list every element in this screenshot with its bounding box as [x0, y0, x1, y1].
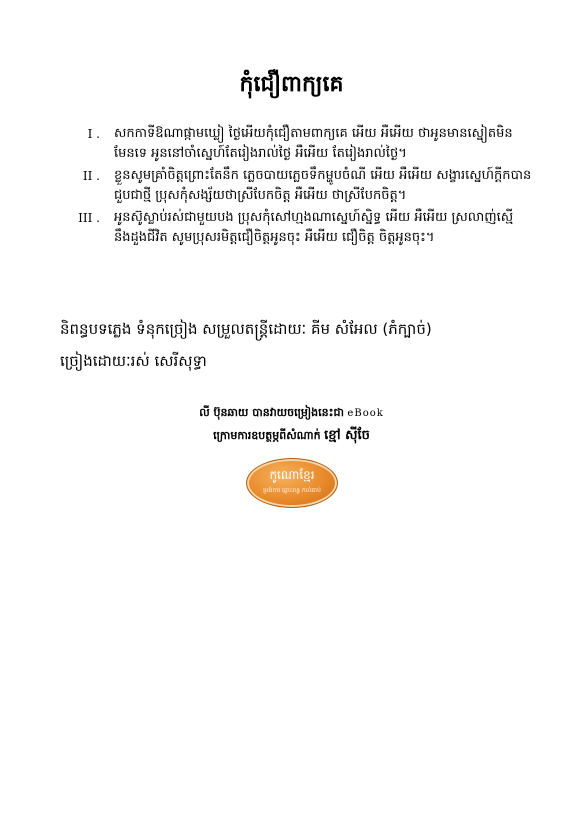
verse-text [114, 208, 540, 248]
singer-credit: ច្រៀងដោយៈរស់ សេរីសុទ្ធា [60, 352, 207, 370]
verse-line: មែនទេ អូននៅចាំស្នេហ៍តែរៀងរាល់ថ្ងៃ អឺអើយ តែរៀងរាល់ថ្ងៃ។ [114, 146, 407, 161]
verse-line: ជួបជាថ្មី ប្រុសកុំសង្ស័យថាស្រីបែកចិត្ត អឺអើយ ថាស្រីបែកចិត្ត។ [114, 188, 407, 203]
song-title: កុំជឿពាក្យគេ [239, 72, 344, 97]
composer-credit: និពន្ធបទភ្លេង ទំនុកច្រៀង សម្រួលតន្ត្រីដោយៈ គីម សំអែល (ភំក្បាច់) [60, 320, 432, 338]
verse-list [60, 124, 540, 250]
verse-line: នឹងដួងជីវិត សូមប្រុសរមិត្តជឿចិត្តអូនចុះ អឺអើយ ជឿចិត្ត ចិត្តអូនចុះ។ [114, 230, 435, 245]
verse-line: អូនស៊ូស្លាប់រស់ជាមួយបង ប្រុសកុំសៅហ្មងណាស្នេហ៍ស្និទ្ធ អើយ អឺអើយ ស្រលាញ់ស្មើ [114, 210, 514, 225]
verse-text [114, 166, 540, 206]
sponsor-name: ខ្មៅ ស៊ីចែ [324, 428, 370, 443]
logo-subtitle: ម្រង់ការ ឆ្លោះពន្ធ កល់ឆាប់ [263, 487, 321, 494]
credits-block [60, 313, 540, 377]
verse-3 [60, 208, 540, 248]
verse-number: I . [87, 127, 100, 141]
logo-title: កូណោខ្មែរ [269, 468, 315, 482]
ebook-label: eBook [347, 408, 384, 419]
verse-number: II . [82, 169, 100, 183]
verse-1 [60, 124, 540, 164]
verse-number: III . [78, 211, 100, 225]
verse-text [114, 124, 540, 164]
verse-2 [60, 166, 540, 206]
site-logo [246, 458, 338, 508]
ebook-credit [0, 402, 583, 447]
verse-line: ខ្លួនសូមគ្រាំចិត្តព្រោះតែនឹក ភ្លេចបាយភ្លេចទឹកម្ហូបចំណី អើយ អឺអើយ សង្ខារស្នេហ៍ក្តីកបាន [114, 168, 532, 183]
verse-line: សកកាទីឱណាផ្កាមឃ្លៀ ថ្ងៃអើយកុំជឿតាមពាក្យគេ អើយ អឺអើយ ថាអូនមានស្នៀតមិន [114, 126, 513, 141]
ebook-line-1 [0, 402, 583, 425]
sponsor-label: ក្រោមការឧបត្ថម្ភពីសំណាក់ [213, 429, 321, 442]
typist-credit: លី ប៊ុនឆាយ បានវាយចម្រៀងនេះជា [199, 406, 344, 419]
ebook-line-2 [0, 425, 583, 447]
